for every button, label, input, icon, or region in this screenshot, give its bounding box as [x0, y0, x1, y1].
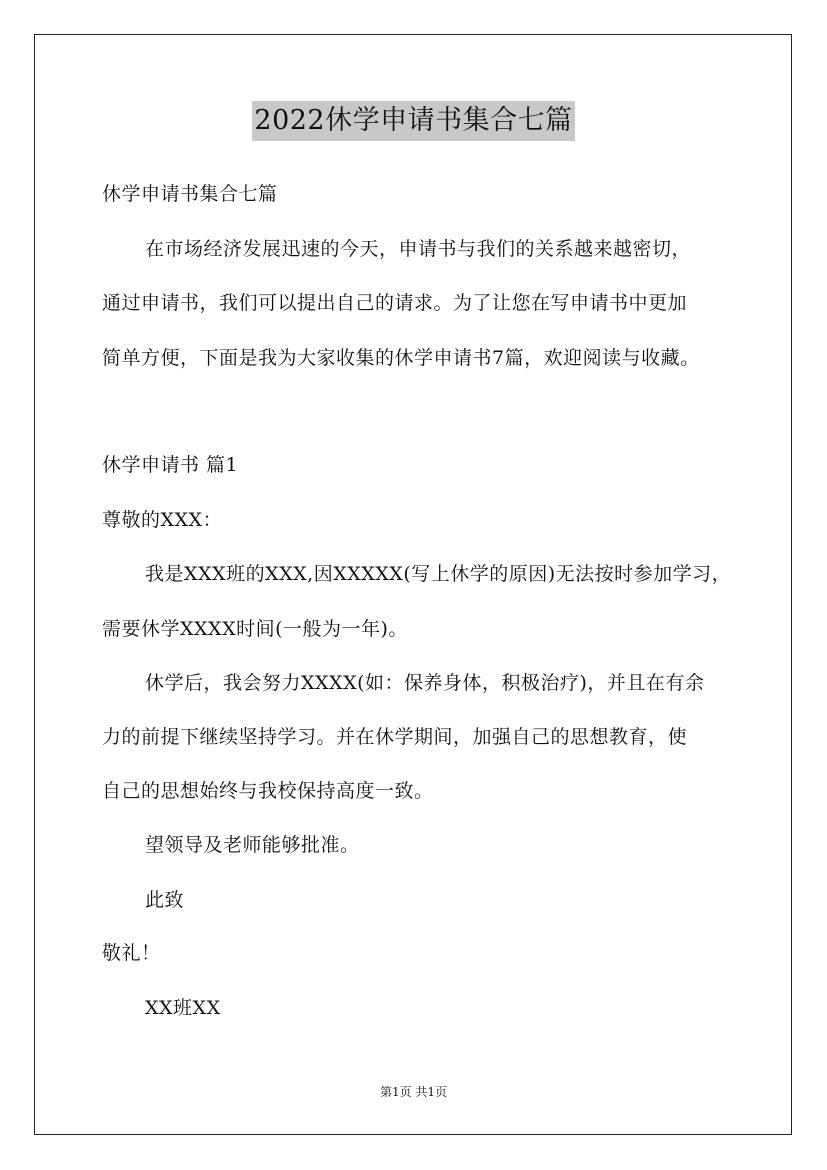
body-paragraph-line-3: 休学后，我会努力XXXX(如：保养身体，积极治疗)，并且在有余	[145, 672, 705, 694]
closing-line-1: 此致	[145, 889, 185, 911]
document-title: 2022休学申请书集合七篇	[252, 101, 574, 141]
intro-paragraph-line-3: 简单方便，下面是我为大家收集的休学申请书7篇，欢迎阅读与收藏。	[102, 347, 700, 369]
body-paragraph-line-1: 我是XXX班的XXX,因XXXXX(写上休学的原因)无法按时参加学习，	[145, 563, 732, 585]
title-container	[0, 101, 827, 141]
salutation: 尊敬的XXX：	[102, 509, 223, 531]
closing-line-2: 敬礼！	[102, 942, 161, 964]
body-paragraph-line-2: 需要休学XXXX时间(一般为一年)。	[102, 618, 408, 640]
subtitle-line: 休学申请书集合七篇	[102, 183, 278, 205]
intro-paragraph-line-2: 通过申请书，我们可以提出自己的请求。为了让您在写申请书中更加	[102, 292, 688, 314]
intro-paragraph-line-1: 在市场经济发展迅速的今天，申请书与我们的关系越来越密切，	[145, 238, 692, 260]
section-heading: 休学申请书 篇1	[102, 454, 239, 476]
request-line: 望领导及老师能够批准。	[145, 834, 360, 856]
body-paragraph-line-5: 自己的思想始终与我校保持高度一致。	[102, 780, 434, 802]
page-footer: 第1页 共1页	[379, 1085, 448, 1099]
signature-line: XX班XX	[145, 997, 221, 1019]
body-paragraph-line-4: 力的前提下继续坚持学习。并在休学期间，加强自己的思想教育，使	[102, 726, 688, 748]
